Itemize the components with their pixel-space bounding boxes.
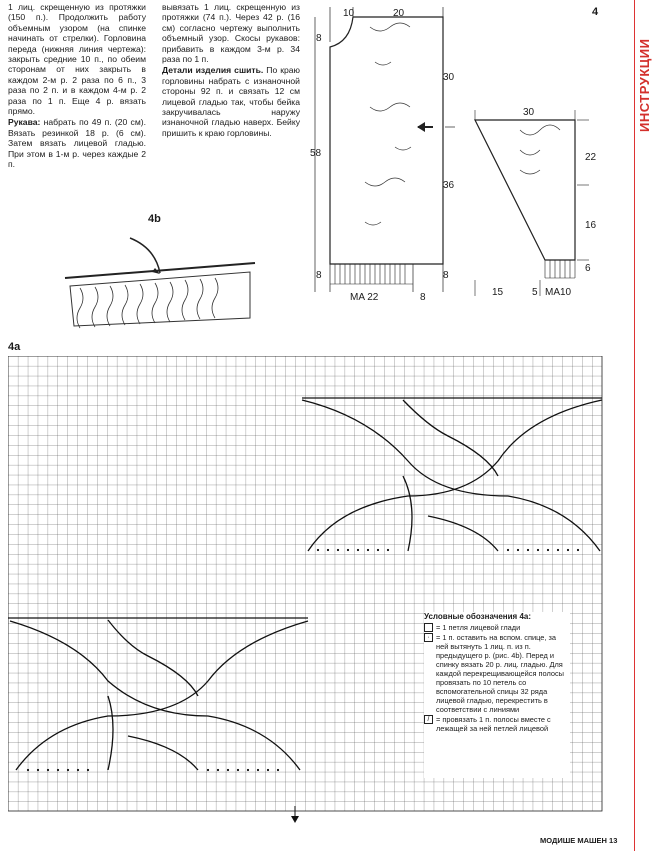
legend-item [424, 623, 570, 632]
paragraph-text: По краю горловины набрать с изнаночной стороны 92 п. и связать 12 см лицевой гладью так, чтобы бейка закручивалась наружу изнаночной гладью наверх. Бейку пришить к краю горловины. [162, 65, 300, 138]
paragraph: вывязать 1 лиц. скрещенную из протяжки (74 п.). Через 42 р. (16 см) согласно чертежу выполнить объемный узор. Скосы рукавов: прибавить в каждом 3-м р. 34 раза по 1 п. [162, 2, 300, 65]
dim-body-right-8: 8 [443, 270, 449, 281]
dim-sleeve-bottom-ma: MA10 [545, 287, 572, 298]
dim-sleeve-right-6: 6 [585, 263, 591, 274]
legend-text: = 1 петля лицевой глади [436, 623, 521, 632]
dim-sleeve-top: 30 [523, 107, 535, 118]
paragraph [8, 117, 146, 169]
dim-sleeve-right-22: 22 [585, 152, 597, 163]
sidebar-tab [634, 0, 657, 851]
paragraph: 1 лиц. скрещенную из протяжки (150 п.). Продолжить работу объемным узором (на спинке начинать от стрелки). Горловина переда (нижняя линия чертежа): закрыть средние 10 п., по обеим сторонам от них закрыть в каждом 2-м р. 2 раза по 6 п., 3 раза по 2 п. и в каждом 4-м р. 2 раза по 1 п. Еще 4 р. вязать прямо. [8, 2, 146, 117]
dim-body-bottom-ma: MA 22 [350, 292, 379, 303]
needle-illustration [60, 228, 260, 338]
dim-body-side-top: 8 [316, 33, 322, 44]
dim-body-right-30: 30 [443, 72, 455, 83]
paragraph-title: Рукава: [8, 117, 41, 128]
dim-sleeve-bottom-15: 15 [492, 287, 504, 298]
paragraph-text: набрать по 49 п. (20 см). Вязать резинкой 18 р. (6 см). Затем вязать лицевой гладью. При этом в 1-м р. через каждые 2 п. [8, 117, 146, 170]
dim-sleeve-right-16: 16 [585, 220, 597, 231]
sidebar-label: ИНСТРУКЦИИ [637, 38, 652, 132]
legend-symbol [424, 623, 433, 632]
dim-body-left-8: 8 [316, 270, 322, 281]
text-column-2 [162, 2, 300, 139]
legend-item [424, 633, 570, 714]
figure-4a-label: 4a [8, 341, 21, 353]
text-column-1 [8, 2, 146, 171]
legend-box [424, 612, 570, 778]
legend-text: = провязать 1 п. полосы вместе с лежащей за ней петлей лицевой [436, 715, 551, 733]
legend-item [424, 715, 570, 733]
page-footer: МОДИШЕ МАШЕН 13 [540, 836, 618, 845]
legend-title: Условные обозначения 4a: [424, 612, 532, 621]
body-schematic [305, 2, 455, 302]
sleeve-schematic [465, 100, 595, 300]
legend-symbol: · [424, 633, 433, 642]
paragraph-title: Детали изделия сшить. [162, 65, 264, 76]
dim-sleeve-bottom-5: 5 [532, 287, 538, 298]
dim-body-right-36: 36 [443, 180, 455, 191]
legend-symbol: / [424, 715, 433, 724]
page-number: 4 [592, 6, 599, 18]
dim-body-top-left: 10 [343, 8, 355, 19]
dim-body-left-58: 58 [310, 148, 322, 159]
dim-body-bottom-8: 8 [420, 292, 426, 303]
dim-body-top-right: 20 [393, 8, 405, 19]
paragraph [162, 65, 300, 138]
legend-text: = 1 п. оставить на вспом. спице, за ней вытянуть 1 лиц. п. из п. предыдущего р. (рис. 4b). Перед и спинку вязать 20 р. лиц. гладью. Для каждой перекрещивающейся полосы провязать по 10 петель со вспомогательной спицы 32 ряда лицевой гладью, перекрестить в соответствии с линиями [436, 633, 564, 714]
figure-4b-label: 4b [148, 213, 161, 225]
